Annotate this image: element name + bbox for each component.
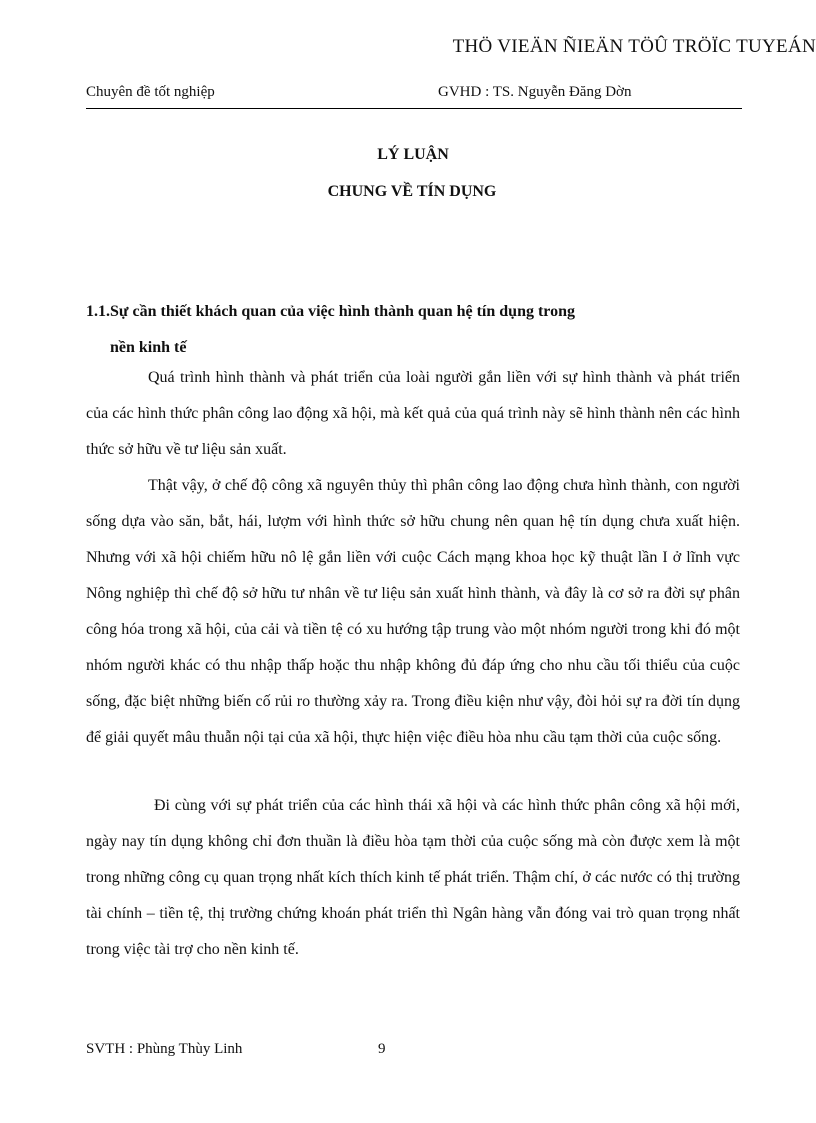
page-header [86,84,742,109]
watermark-text: THÖ VIEÄN ÑIEÄN TÖÛ TRÖÏC TUYEÁN [452,36,816,57]
paragraph: Thật vậy, ở chế độ công xã nguyên thủy thì phân công lao động chưa hình thành, con người sống dựa vào săn, bắt, hái, lượm với hình thức sở hữu chung nên quan hệ tín dụng chưa xuất hiện. Nhưng với xã hội chiếm hữu nô lệ gắn liền với cuộc Cách mạng khoa học kỹ thuật lần I ở lĩnh vực Nông nghiệp thì chế độ sở hữu tư nhân về tư liệu sản xuất hình thành, và đây là cơ sở ra đời sự phân công hóa trong xã hội, của cải và tiền tệ có xu hướng tập trung vào một nhóm người trong khi đó một nhóm người khác có thu nhập thấp hoặc thu nhập không đủ đáp ứng cho nhu cầu tối thiểu của cuộc sống, đặc biệt những biến cố rủi ro thường xảy ra. Trong điều kiện như vậy, đòi hỏi sự ra đời tín dụng để giải quyết mâu thuẫn nội tại của xã hội, thực hiện việc điều hòa nhu cầu tạm thời của cuộc sống. [86,477,740,746]
header-supervisor: GVHD : TS. Nguyễn Đăng Dờn [438,84,632,100]
chapter-title-line1: LÝ LUẬN [377,146,449,163]
header-document-type: Chuyên đề tốt nghiệp [86,84,215,100]
section-heading-line2: nền kinh tế [110,339,187,356]
page-number: 9 [378,1041,386,1057]
paragraph: Quá trình hình thành và phát triển của loài người gắn liền với sự hình thành và phát triển của các hình thức phân công lao động xã hội, mà kết quả của quá trình này sẽ hình thành nên các hình thức sở hữu về tư liệu sản xuất. [86,369,740,458]
section-heading-line1: 1.1.Sự cần thiết khách quan của việc hình thành quan hệ tín dụng trong [86,303,576,320]
section-heading [86,294,575,366]
paragraph: Đi cùng với sự phát triển của các hình thái xã hội và các hình thức phân công xã hội mới, ngày nay tín dụng không chỉ đơn thuần là điều hòa tạm thời của cuộc sống mà còn được xem là một trong những công cụ quan trọng nhất kích thích kinh tế phát triển. Thậm chí, ở các nước có thị trường tài chính – tiền tệ, thị trường chứng khoán phát triển thì Ngân hàng vẫn đóng vai trò quan trọng nhất trong việc tài trợ cho nền kinh tế. [86,797,740,958]
chapter-title-line2: CHUNG VỀ TÍN DỤNG [327,183,497,200]
footer-student: SVTH : Phùng Thùy Linh [86,1041,243,1057]
